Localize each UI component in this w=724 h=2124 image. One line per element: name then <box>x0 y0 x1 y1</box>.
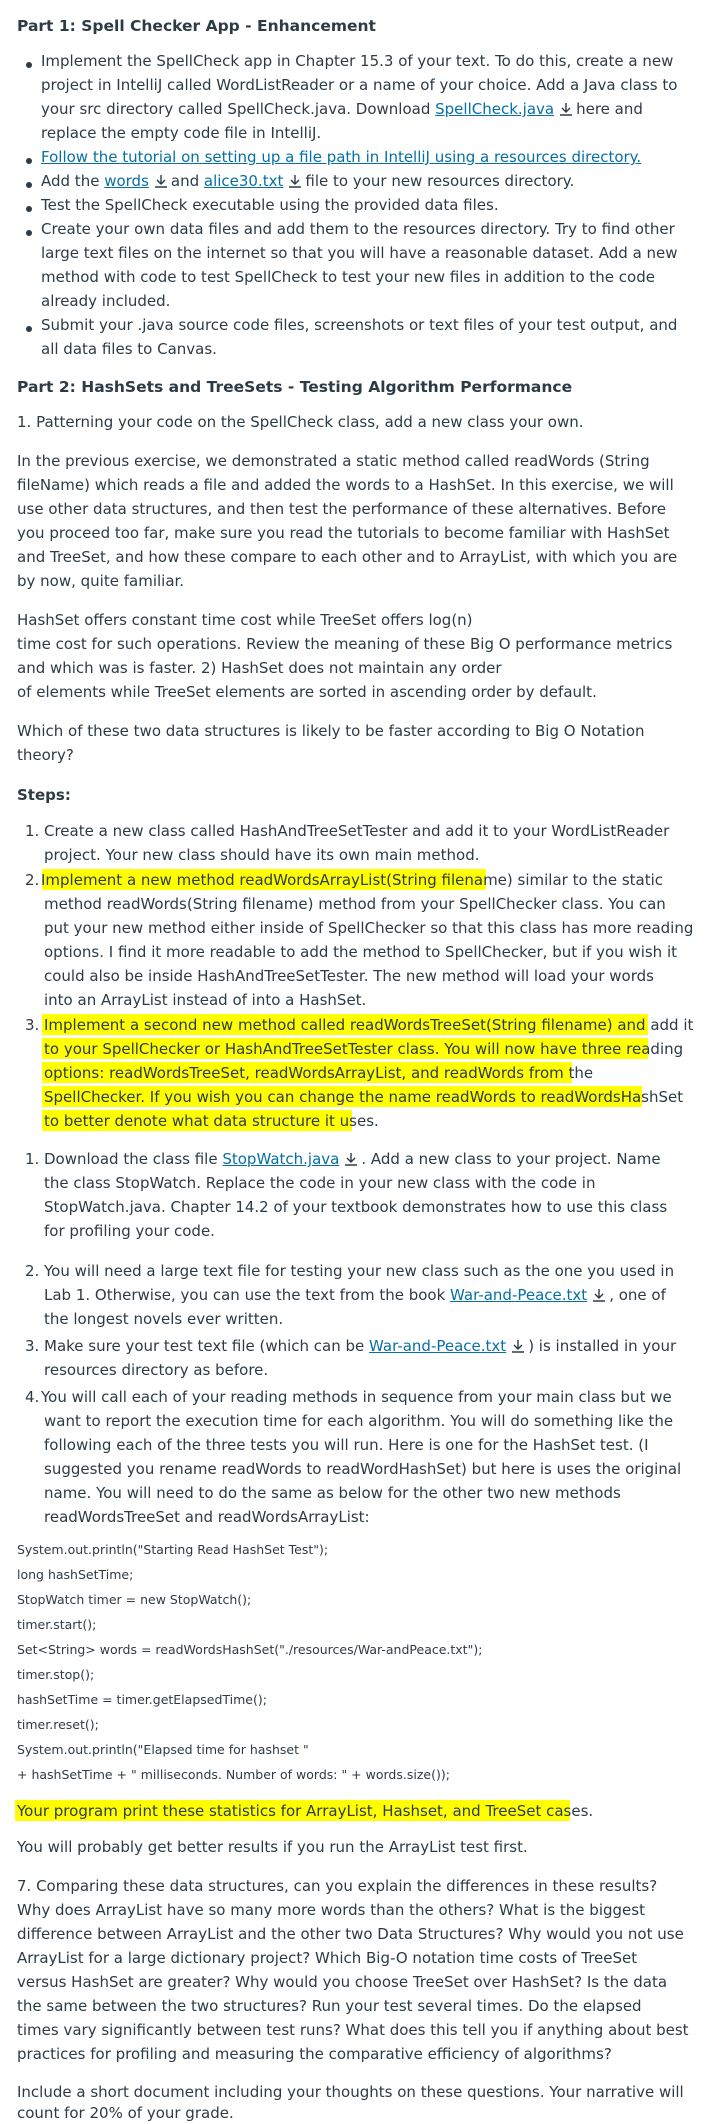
step2-highlight-text: Implement a new method readWordsArrayList(String filename) <box>41 871 513 889</box>
bullet-dot <box>26 326 32 332</box>
q7-line1: 7. Comparing these data structures, can you explain the differences in these results? <box>17 1877 658 1895</box>
task3-line1: Make sure your test text file (which can be War-and-Peace.txt ) is installed in your <box>44 1337 677 1355</box>
p2-para1-line2: fileName) which reads a file and added the words to a HashSet. In this exercise, we will <box>17 476 674 494</box>
step3-line3: options: readWordsTreeSet, readWordsArrayList, and readWords from the <box>44 1064 594 1082</box>
task1-line3: StopWatch.java. Chapter 14.2 of your textbook demonstrates how to use this class <box>44 1198 668 1216</box>
final-line1: Include a short document including your thoughts on these questions. Your narrative will <box>17 2083 684 2101</box>
stopwatch-java-link[interactable]: StopWatch.java <box>222 1150 340 1168</box>
code-line: timer.start(); <box>17 1617 97 1632</box>
p2-para1-line1: In the previous exercise, we demonstrated a static method called readWords (String <box>17 452 650 470</box>
bullet-dot <box>26 230 32 236</box>
bullet-dot <box>26 62 32 68</box>
task1-line4: for profiling your code. <box>44 1222 215 1240</box>
code-line: + hashSetTime + " milliseconds. Number of words: " + words.size()); <box>17 1767 450 1782</box>
war-and-peace-link[interactable]: War-and-Peace.txt <box>450 1286 588 1304</box>
task4-number: 4. <box>25 1388 40 1406</box>
task4-line2: want to report the execution time for each algorithm. You will do something like the <box>44 1412 674 1430</box>
task3-number: 3. <box>25 1337 40 1355</box>
task3-line2: resources directory as before. <box>44 1361 269 1379</box>
part2-item1: 1. Patterning your code on the SpellCheck class, add a new class your own. <box>17 413 584 431</box>
download-icon[interactable] <box>591 1288 607 1302</box>
q7-line2: Why does ArrayList have so many more words than the others? What is the biggest <box>17 1901 645 1919</box>
bullet-dot <box>26 158 32 164</box>
p2-para2-line3: and which was is faster. 2) HashSet does not maintain any order <box>17 659 502 677</box>
arraylist-tip: You will probably get better results if you run the ArrayList test first. <box>17 1838 528 1856</box>
p1-b6-line1: Submit your .java source code files, screenshots or text files of your test output, and <box>41 316 678 334</box>
code-line: Set<String> words = readWordsHashSet("./resources/War-andPeace.txt"); <box>17 1642 483 1657</box>
step1-line2: project. Your new class should have its own main method. <box>44 846 480 864</box>
step3-line1: Implement a second new method called readWordsTreeSet(String filename) and add it <box>44 1016 694 1034</box>
steps-heading: Steps: <box>17 786 71 804</box>
q7-line6: the same between the two structures? Run your test several times. Do the elapsed <box>17 1997 642 2015</box>
p2-para3-line1: Which of these two data structures is likely to be faster according to Big O Notation <box>17 722 645 740</box>
step3-line5: to better denote what data structure it uses. <box>44 1112 379 1130</box>
code-line: timer.stop(); <box>17 1667 95 1682</box>
task1-line2: the class StopWatch. Replace the code in your new class with the code in <box>44 1174 596 1192</box>
spellcheck-java-link[interactable]: SpellCheck.java <box>435 100 555 118</box>
p2-para1-line3: use other data structures, and then test the performance of these alternatives. Before <box>17 500 666 518</box>
p2-para3-line2: theory? <box>17 746 74 764</box>
bullet-dot <box>26 206 32 212</box>
task2-line3: the longest novels ever written. <box>44 1310 284 1328</box>
p1-b6-line2: all data files to Canvas. <box>41 340 217 358</box>
resources-tutorial-link[interactable]: Follow the tutorial on setting up a file path in IntelliJ using a resources directory. <box>41 148 642 166</box>
p1-b3-line: Add the words and alice30.txt file to your new resources directory. <box>41 172 575 190</box>
task2-number: 2. <box>25 1262 40 1280</box>
p1-b4-line: Test the SpellCheck executable using the provided data files. <box>41 196 499 214</box>
step2-line6: into an ArrayList instead of into a HashSet. <box>44 991 367 1009</box>
q7-line4: ArrayList for a large dictionary project? Which Big-O notation time costs of TreeSet <box>17 1949 638 1967</box>
download-icon[interactable] <box>510 1339 526 1353</box>
download-icon[interactable] <box>343 1152 359 1166</box>
code-line: System.out.println("Starting Read HashSet Test"); <box>17 1542 329 1557</box>
words-link[interactable]: words <box>104 172 149 190</box>
task1-line1: Download the class file StopWatch.java . Add a new class to your project. Name <box>44 1150 661 1168</box>
part1-heading: Part 1: Spell Checker App - Enhancement <box>17 17 376 35</box>
q7-line3: difference between ArrayList and the other two Data Structures? Why would you not use <box>17 1925 684 1943</box>
p1-b5-line1: Create your own data files and add them to the resources directory. Try to find other <box>41 220 675 238</box>
code-line: timer.reset(); <box>17 1717 99 1732</box>
p2-para2-line1: HashSet offers constant time cost while TreeSet offers log(n) <box>17 611 473 629</box>
p2-para2-line2: time cost for such operations. Review the meaning of these Big O performance metrics <box>17 635 673 653</box>
task4-line3: following each of the three tests you will run. Here is one for the HashSet test. (I <box>44 1436 649 1454</box>
war-and-peace-link[interactable]: War-and-Peace.txt <box>369 1337 507 1355</box>
p2-para2-line4: of elements while TreeSet elements are sorted in ascending order by default. <box>17 683 597 701</box>
code-line: long hashSetTime; <box>17 1567 134 1582</box>
task1-number: 1. <box>25 1150 40 1168</box>
final-line2: count for 20% of your grade. <box>17 2104 234 2122</box>
q7-line7: times vary significantly between test runs? What does this tell you if anything about best <box>17 2021 689 2039</box>
step3-line4: SpellChecker. If you wish you can change the name readWords to readWordsHashSet <box>44 1088 684 1106</box>
q7-line5: versus HashSet are greater? Why would you choose TreeSet over HashSet? Is the data <box>17 1973 668 1991</box>
p2-para1-line6: by now, quite familiar. <box>17 572 185 590</box>
p1-b1-line2: project in IntelliJ called WordListReader or a name of your choice. Add a Java class to <box>41 76 678 94</box>
p1-b1-line1: Implement the SpellCheck app in Chapter 15.3 of your text. To do this, create a new <box>41 52 674 70</box>
p1-b1-line3: your src directory called SpellCheck.java. Download SpellCheck.java here and <box>41 100 643 118</box>
step3-number: 3. <box>25 1016 40 1034</box>
task2-line1: You will need a large text file for testing your new class such as the one you used in <box>44 1262 675 1280</box>
code-line: System.out.println("Elapsed time for hashset " <box>17 1742 309 1757</box>
bullet-dot <box>26 182 32 188</box>
code-line: StopWatch timer = new StopWatch(); <box>17 1592 252 1607</box>
task2-line2: Lab 1. Otherwise, you can use the text from the book War-and-Peace.txt , one of <box>44 1286 666 1304</box>
step2-line4: options. I find it more readable to add the method to SpellChecker, but if you wish it <box>44 943 677 961</box>
step2-line3: put your new method either inside of SpellChecker so that this class has more reading <box>44 919 694 937</box>
download-icon[interactable] <box>153 174 169 188</box>
task4-line6: readWordsTreeSet and readWordsArrayList: <box>44 1508 370 1526</box>
part2-heading: Part 2: HashSets and TreeSets - Testing Algorithm Performance <box>17 378 573 396</box>
statistics-instruction: Your program print these statistics for ArrayList, Hashset, and TreeSet cases. <box>17 1802 594 1820</box>
step2-line5: could also be inside HashAndTreeSetTester. The new method will load your words <box>44 967 654 985</box>
p1-b5-line3: method with code to test SpellCheck to test your new files in addition to the code <box>41 268 655 286</box>
step2-number: 2. <box>25 871 40 889</box>
p1-b5-line4: already included. <box>41 292 171 310</box>
p1-b1-line4: replace the empty code file in IntelliJ. <box>41 124 322 142</box>
download-icon[interactable] <box>558 102 574 116</box>
p1-b5-line2: large text files on the internet so that you will have a reasonable dataset. Add a new <box>41 244 678 262</box>
step2-line2: method readWords(String filename) method from your SpellChecker class. You can <box>44 895 666 913</box>
task4-line1: You will call each of your reading methods in sequence from your main class but we <box>41 1388 672 1406</box>
p2-para1-line5: and TreeSet, and how these compare to each other and to ArrayList, with which you are <box>17 548 678 566</box>
task4-line4: suggested you rename readWords to readWordHashSet) but here is uses the original <box>44 1460 682 1478</box>
step2-line1: Implement a new method readWordsArrayList(String filename) similar to the static <box>41 871 664 889</box>
task4-line5: name. You will need to do the same as below for the other two new methods <box>44 1484 621 1502</box>
alice30-link[interactable]: alice30.txt <box>203 172 284 190</box>
step3-line2: to your SpellChecker or HashAndTreeSetTester class. You will now have three reading <box>44 1040 684 1058</box>
step1-number: 1. <box>25 822 40 840</box>
code-line: hashSetTime = timer.getElapsedTime(); <box>17 1692 267 1707</box>
download-icon[interactable] <box>287 174 303 188</box>
step1-line1: Create a new class called HashAndTreeSetTester and add it to your WordListReader <box>44 822 670 840</box>
q7-line8: practices for profiling and measuring the comparative efficiency of algorithms? <box>17 2045 612 2063</box>
p2-para1-line4: you proceed too far, make sure you read the tutorials to become familiar with HashSet <box>17 524 670 542</box>
